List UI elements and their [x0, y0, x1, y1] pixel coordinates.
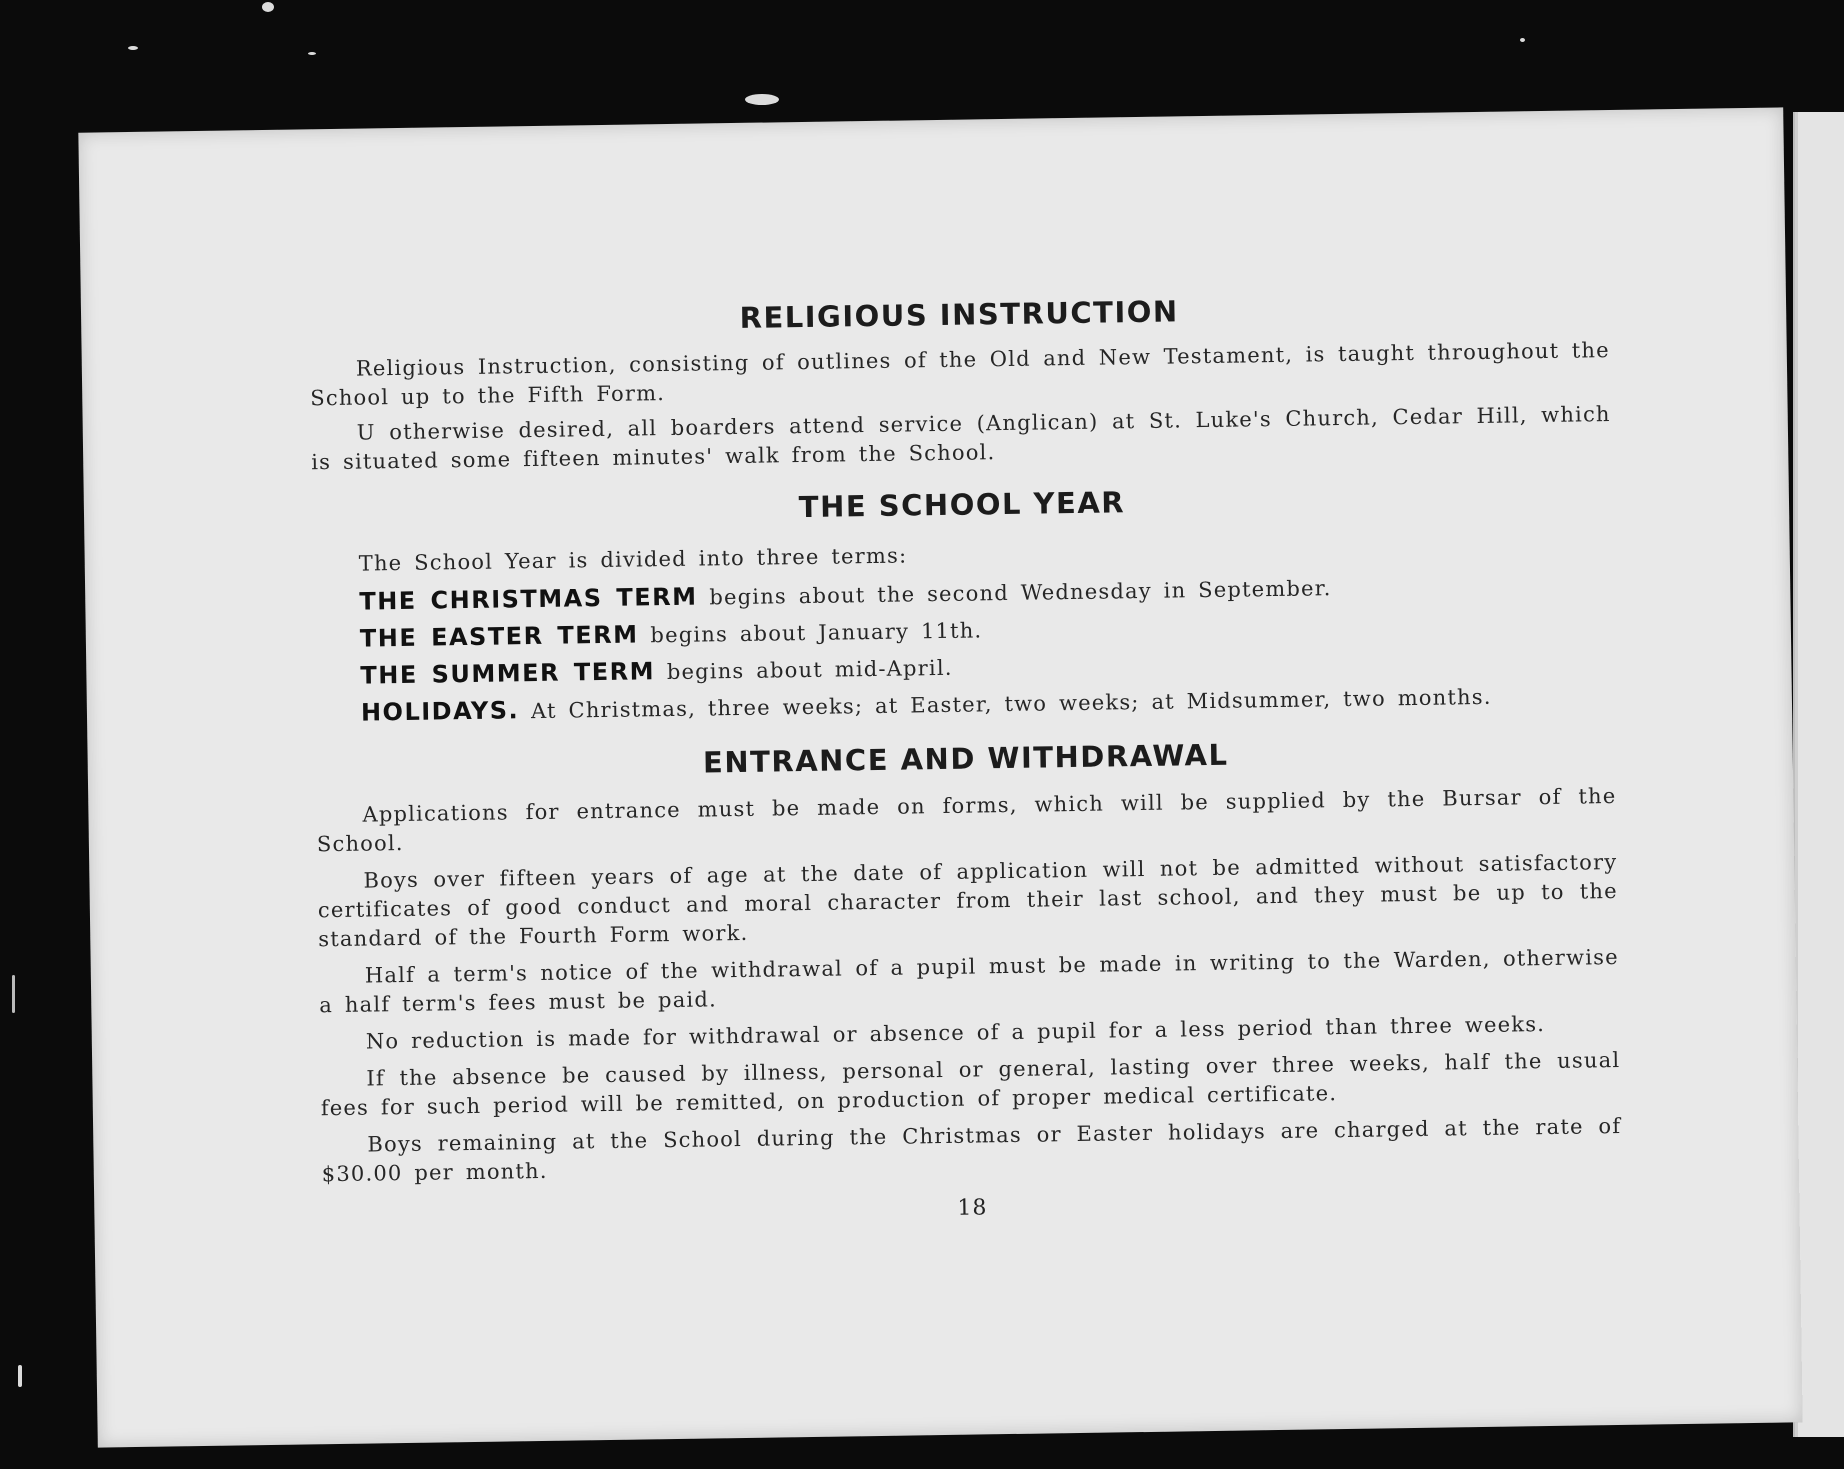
- term-text: At Christmas, three weeks; at Easter, two weeks; at Midsummer, two months.: [530, 684, 1492, 724]
- term-name: THE SUMMER TERM: [360, 657, 656, 690]
- scan-speck: [262, 2, 274, 12]
- term-name: HOLIDAYS.: [360, 696, 520, 727]
- page-content: [309, 288, 1623, 1230]
- term-text: begins about mid-April.: [666, 655, 953, 685]
- paragraph: Religious Instruction, consisting of outlines of the Old and New Testament, is taught throughout the School up to the Fifth Form.: [310, 338, 1610, 411]
- term-text: begins about the second Wednesday in September.: [709, 576, 1332, 610]
- paragraph: Half a term's notice of the withdrawal of a pupil must be made in writing to the Warden, otherwise a half term's fees must be paid.: [319, 944, 1619, 1018]
- paragraph: U otherwise desired, all boarders attend service (Anglican) at St. Luke's Church, Cedar Hill, which is situated some fifteen minutes' walk from the School.: [311, 402, 1611, 475]
- scan-speck: [745, 94, 779, 105]
- term-name: THE EASTER TERM: [359, 620, 639, 653]
- paragraph: Applications for entrance must be made on forms, which will be supplied by the Bursar of the School.: [316, 783, 1617, 857]
- scan-speck: [1520, 38, 1525, 42]
- section-heading-religious-instruction: RELIGIOUS INSTRUCTION: [739, 294, 1179, 335]
- school-year-intro: The School Year is divided into three terms:: [358, 543, 908, 576]
- paragraph: Boys over fifteen years of age at the date of application will not be admitted without satisfactory certificates of good conduct and moral character from their last school, and they must be up to the standard of the Fourth Form work.: [317, 849, 1618, 952]
- paragraph: Boys remaining at the School during the Christmas or Easter holidays are charged at the rate of $30.00 per month.: [321, 1113, 1622, 1187]
- paragraph: If the absence be caused by illness, personal or general, lasting over three weeks, half the usual fees for such period will be remitted, on production of proper medical certificate.: [320, 1047, 1621, 1121]
- scan-speck: [128, 46, 138, 50]
- scan-speck: [308, 52, 316, 55]
- document-page: [78, 107, 1802, 1447]
- section-heading-school-year: THE SCHOOL YEAR: [798, 485, 1126, 525]
- scan-speck: [18, 1365, 22, 1387]
- section-heading-entrance-withdrawal: ENTRANCE AND WITHDRAWAL: [702, 737, 1229, 780]
- scan-speck: [12, 975, 15, 1013]
- term-text: begins about January 11th.: [650, 618, 983, 648]
- adjacent-page-edge: [1795, 112, 1844, 1437]
- term-name: THE CHRISTMAS TERM: [359, 582, 698, 616]
- paragraph: No reduction is made for withdrawal or absence of a pupil for a less period than three weeks.: [365, 1012, 1546, 1054]
- page-number: 18: [957, 1195, 988, 1221]
